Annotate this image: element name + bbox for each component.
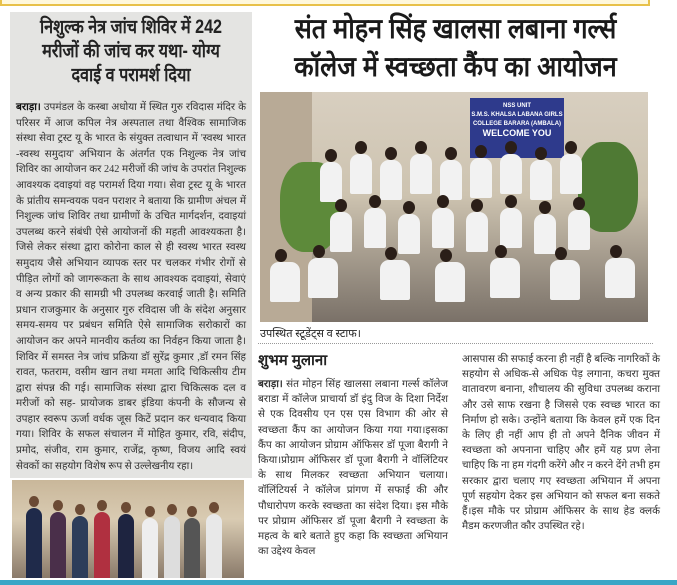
student-figure [308,258,338,298]
student-figure [435,262,465,302]
student-figure [534,214,556,254]
column-text: संत मोहन सिंह खालसा लबाना गर्ल्स कॉलेज बराडा में कॉलेज प्राचार्या डॉ इंदु विज के दिशा निर्देश से एक दिवसीय एन एस एस विभाग की ओर से स्वच्छता कैंप का आयोजन किया गया गया।इसका कैंप का आयोजन प्रोग्राम ऑफिसर डॉ पूजा बैरागी ने किया।प्रोग्राम ऑफिसर डॉ पूजा बैरागी ने वॉलिंटियर के साथ मिलकर स्वच्छता अभियान चलाया। वॉलिंटियर्स ने कॉलेज प्रांगण में सफाई की और पौधारोपण करके स्वच्छता का संदेश दिया। इस मौके पर प्रोग्राम ऑफिसर डॉ पूजा बैरागी ने स्वच्छता के महत्व के बारे बताते हुए कहा कि स्वच्छता अभियान का उद्देश्य केवल [258,379,448,558]
article-column-2: आसपास की सफाई करना ही नहीं है बल्कि नागरिकों के सहयोग से अधिक-से अधिक पेड़ लगाना, कचरा मुक्त वातावरण बनाना, शौचालय की सुविधा उपलब्ध कराना और उसे साफ रखना है जिससे एक स्वच्छ भारत का निर्माण हो सके। उन्होंने बताया कि केवल हमें एक दिन के लिए ही नहीं आप ही तो अपने दैनिक जीवन में स्वच्छता को अपनाना चाहिए और हमें यह प्रण लेना चाहिए कि ना हम गंदगी करेंगे और न करने देंगे तभी हम सरकार द्वारा चलाए गए स्वच्छता अभियान में अपना पूर्ण सहयोग देकर इस अभियान को सफल बना सकते हैं।इस मौके पर प्रोग्राम ऑफिसर के साथ हेड क्लर्क मैडम करणजीत कौर उपस्थित रहे। [462,354,660,533]
student-figure [350,154,372,194]
bottom-border-strip [0,580,677,585]
article-column-1 [258,377,448,559]
student-figure [500,208,522,248]
cleanliness-camp-headline: संत मोहन सिंह खालसा लबाना गर्ल्स कॉलेज में स्वच्छता कैंप का आयोजन [294,13,617,82]
person-figure [206,514,222,578]
student-figure [410,154,432,194]
student-figure [270,262,300,302]
person-figure [72,516,88,578]
eye-camp-photo [12,480,244,578]
person-figure [184,518,200,578]
student-figure [605,258,635,298]
dateline: बराड़ा। [16,102,41,113]
student-figure [320,162,342,202]
eye-camp-body [16,100,246,474]
student-figure [568,210,590,250]
student-figure [500,154,522,194]
student-figure [432,208,454,248]
student-figure [560,154,582,194]
body-text: उपमंडल के कस्बा अधोया में स्थित गुरु रविदास मंदिर के परिसर में आज कपिल नेत्र अस्पताल तथा वैश्विक सामाजिक संस्था सेवा ट्रस्ट यू के भारत के संयुक्त तत्वाधान में 'स्वस्थ भारत -स्वस्थ समुदाय' अभियान के अंतर्गत एक निशुल्क नेत्र जांच शिविर का आयोजन कर 242 मरीजों की जांच के उपरांत निशुल्क आवश्यक दवाइयां वह परामर्श दिया गया। सेवा ट्रस्ट यू के भारत के प्रांतीय समन्वयक पवन पराशर ने बताया कि ग्रामीण अंचल में निशुल्क जांच शिविर तथा ग्रामीणों के उचित मार्गदर्शन, दवाइयां उपलब्ध करने संबंधी ऐसे आयोजनों की महती आवश्यकता है। जिसे लेकर संस्था द्वारा कोरोना काल से ही स्वस्थ भारत स्वस्थ समुदाय जैसे अभियान व्यापक स्तर पर चलकर गंभीर रोगों से पीड़ित लोगों को जागरूकता के साथ आवश्यक दवाइयां, सेवाएं व अन्य प्रकार की सामग्री भी उपलब्ध करवाई जाती है। समिति प्रधान राजकुमार के अनुसार गुरु रविदास जी के संदेश अनुसार समय-समय पर प्रबंधन समिति ऐसे सामाजिक सरोकारों का आयोजन कर अपने मानवीय कर्तव्य का निर्वहन किया जाता है। शिविर में समस्त नेत्र जांच प्रक्रिया डॉ सुरेंद्र कुमार ,डॉ रमन सिंह रावत, फतराम, वसीम खान तथा ममता आदि चिकित्सीय टीम द्वारा संपन्न की गई। सामाजिक संस्था द्वारा चिकित्सक दल व मरीजों को सह- प्रायोजक डाबर इंडिया कंपनी के सौजन्य से उपहार स्वरूप ऊर्जा वर्धक जूस किटें प्रदान कर धन्यवाद किया गया। शिविर के सफल संचालन में मोहित कुमार, रवि, संदीप, प्रमोद, संजीव, राम कुमार, राजेंद्र, कृष्ण, विजय आदि स्वयं सेवकों का सहयोग विशेष रूप से उल्लेखनीय रहा। [16,102,246,472]
student-figure [470,158,492,198]
person-figure [164,516,180,578]
byline: शुभम मुलाना [258,352,328,369]
eye-camp-headline: निशुल्क नेत्र जांच शिविर में 242 मरीजों की जांच कर यथा- योग्य दवाई व परामर्श दिया [39,17,223,86]
group-photo [260,92,648,322]
student-figure [466,212,488,252]
student-figure [550,260,580,300]
student-figure [380,260,410,300]
student-figure [330,212,352,252]
person-figure [50,512,66,578]
person-figure [118,514,134,578]
student-figure [398,214,420,254]
photo-caption: उपस्थित स्टूडेंट्स व स्टाफ। [260,328,361,340]
banner-line: NSS UNIT [502,103,531,109]
dotted-divider [258,343,653,344]
person-figure [26,508,42,578]
person-figure [94,512,110,578]
student-figure [440,160,462,200]
student-figure [530,160,552,200]
student-figure [364,208,386,248]
banner-line: S.M.S. KHALSA LABANA GIRLS COLLEGE BARARA (AMBALA) [471,112,563,127]
top-border-strip [0,0,650,6]
banner-line: WELCOME YOU [482,128,552,138]
eye-camp-article [10,12,252,478]
student-figure [490,258,520,298]
dateline: बराड़ा। [258,379,283,390]
person-figure [142,518,158,578]
student-figure [380,160,402,200]
